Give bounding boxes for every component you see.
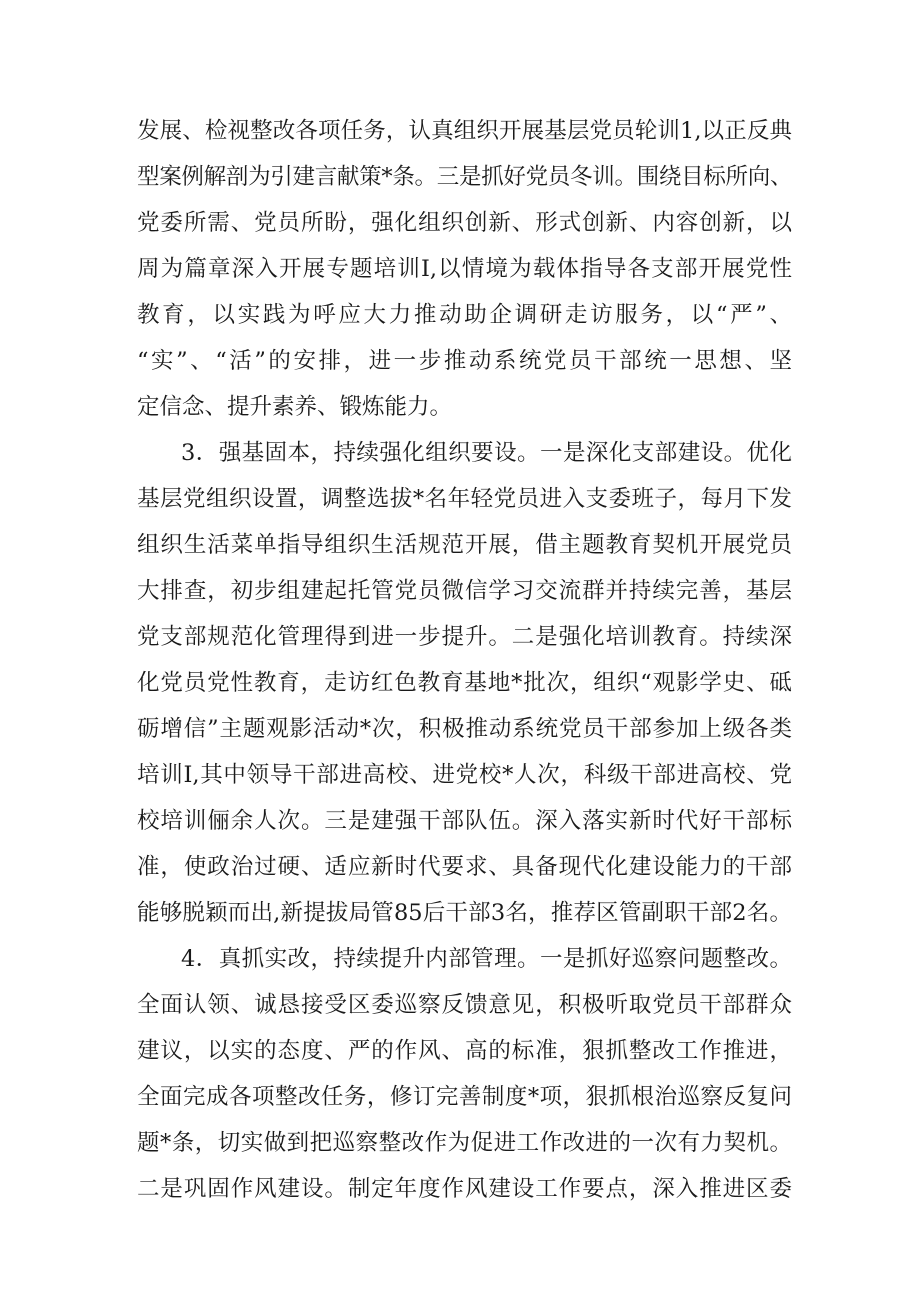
text-line: 全面认领、诚恳接受区委巡察反馈意见，积极听取党员干部群众	[137, 992, 792, 1018]
text-line: 全面完成各项整改任务，修订完善制度*项，狠抓根治巡察反复问	[137, 1084, 792, 1110]
text-line: 基层党组织设置，调整选拔*名年轻党员进入支委班子，每月下发	[137, 486, 792, 512]
text-line: 型案例解剖为引建言献策*条。三是抓好党员冬训。围绕目标所向、	[137, 164, 792, 190]
text-line: 党委所需、党员所盼，强化组织创新、形式创新、内容创新，以	[137, 210, 792, 236]
text-line: 能够脱颖而出,新提拔局管85后干部3名，推荐区管副职干部2名。	[137, 900, 792, 926]
text-line: 二是巩固作风建设。制定年度作风建设工作要点，深入推进区委	[137, 1176, 792, 1202]
text-line: 培训I,其中领导干部进高校、进党校*人次，科级干部进高校、党	[137, 762, 792, 788]
text-line: 3．强基固本，持续强化组织要设。一是深化支部建设。优化	[181, 440, 792, 466]
text-line: 4．真抓实改，持续提升内部管理。一是抓好巡察问题整改。	[181, 946, 792, 972]
text-line: 教育，以实践为呼应大力推动助企调研走访服务，以“严”、	[137, 302, 792, 328]
text-line: 组织生活菜单指导组织生活规范开展，借主题教育契机开展党员	[137, 532, 792, 558]
text-line: 题*条，切实做到把巡察整改作为促进工作改进的一次有力契机。	[137, 1130, 792, 1156]
text-line: 党支部规范化管理得到进一步提升。二是强化培训教育。持续深	[137, 624, 792, 650]
text-line: “实”、“活”的安排，进一步推动系统党员干部统一思想、坚	[137, 348, 792, 374]
text-line: 校培训俪余人次。三是建强干部队伍。深入落实新时代好干部标	[137, 808, 792, 834]
text-line: 周为篇章深入开展专题培训I,以情境为载体指导各支部开展党性	[137, 256, 792, 282]
text-line: 建议，以实的态度、严的作风、高的标准，狠抓整改工作推进，	[137, 1038, 792, 1064]
text-line: 砺增信”主题观影活动*次，积极推动系统党员干部参加上级各类	[137, 716, 792, 742]
text-line: 发展、检视整改各项任务，认真组织开展基层党员轮训1,以正反典	[137, 118, 792, 144]
text-line: 准，使政治过硬、适应新时代要求、具备现代化建设能力的干部	[137, 854, 792, 880]
text-line: 化党员党性教育，走访红色教育基地*批次，组织“观影学史、砥	[137, 670, 792, 696]
text-line: 定信念、提升素养、锻炼能力。	[137, 394, 453, 420]
text-line: 大排查，初步组建起托管党员微信学习交流群并持续完善，基层	[137, 578, 792, 604]
